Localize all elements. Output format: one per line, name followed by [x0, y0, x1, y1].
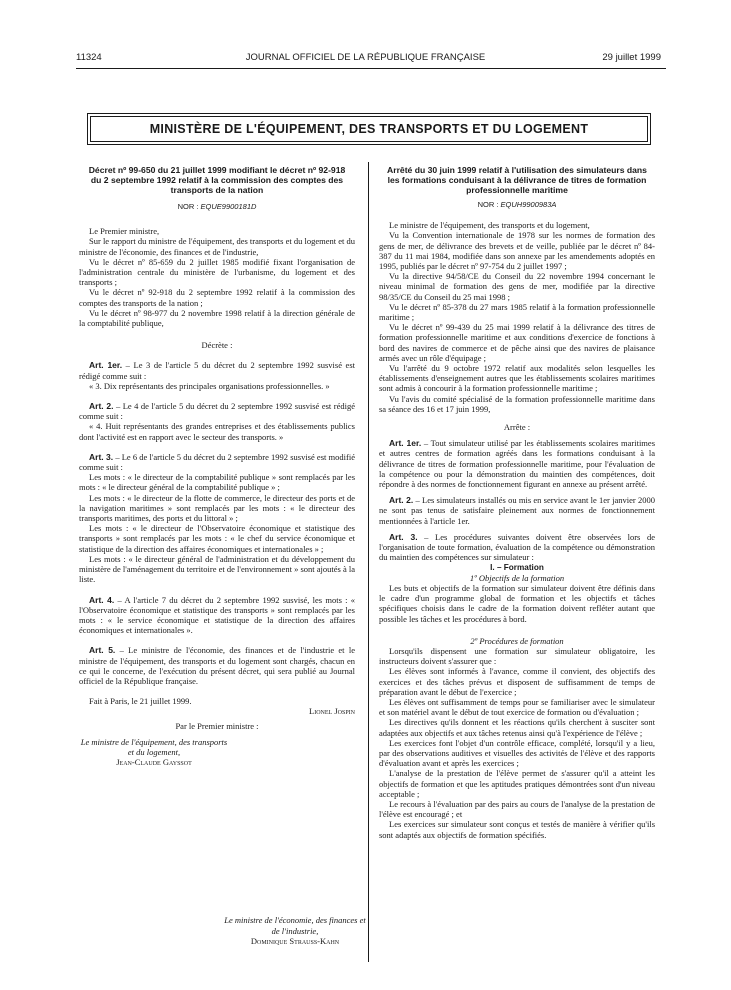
article-heading: Art. 2.	[89, 401, 114, 412]
decree-article-3	[79, 452, 355, 472]
arrete-para: Le ministre de l'équipement, des transports et du logement,	[389, 220, 590, 231]
decree-para: Sur le rapport du ministre de l'équipement, des transports et du logement et du ministre de l'économie, des finances et de l'industrie,	[79, 236, 355, 257]
arrete-para: Les buts et objectifs de la formation sur simulateur doivent être définis dans le cadre d'un programme global de formation et les objectifs et tâches spécifiques choisis dans le cadre de la formation doivent refléter autant que possible les tâches et les procédures à bord.	[379, 582, 655, 624]
arrete-article-3	[379, 532, 655, 563]
list-item: Les exercices font l'objet d'un contrôle efficace, complété, lorsqu'il y a lieu, par des observations auditives et visuelles des activités de l'élève et des rapports d'évaluation avant et après les exercices ;	[379, 737, 655, 769]
minister1-name: Jean-Claude Gayssot	[116, 757, 192, 768]
article-text: – Le 4 de l'article 5 du décret du 2 septembre 1992 susvisé est rédigé comme suit :	[79, 401, 355, 422]
list-item: Les élèves sont informés à l'avance, comme il convient, des objectifs des exercices et des tâches prévus et disposent de suffisamment de temps de préparation avant le début de l'exercice ;	[379, 666, 655, 697]
arrete-title: Arrêté du 30 juin 1999 relatif à l'utilisation des simulateurs dans les formations conduisant à la délivrance de titres de formation professionnelle maritime	[387, 165, 647, 195]
article-text: – Le ministre de l'économie, des finances et de l'industrie et le ministre de l'équipement, des transports et du logement sont chargés, chacun en ce qui le concerne, de l'exécution du présent décret, qui sera publié au Journal officiel de la République française.	[79, 645, 356, 686]
arrete-arrete: Arrête :	[503, 422, 531, 433]
by-prime-minister: Par le Premier ministre :	[175, 720, 259, 731]
article-text: – Tout simulateur utilisé par les établissements scolaires maritimes et autres centres de formation agréés dans les formations conduisant à la délivrance de titres de formation professionnelle maritime, pour l'évaluation de la compétence ou pour la démonstration du maintien des compétences, doit répondre à des normes de fonctionnement figurant en annexe au présent arrêté.	[379, 438, 656, 490]
decree-nor-label: NOR :	[177, 202, 199, 211]
article-text: – Le 6 de l'article 5 du décret du 2 septembre 1992 susvisé est modifié comme suit :	[79, 451, 355, 473]
decree-decrete: Décrète :	[201, 340, 233, 351]
header-divider	[76, 68, 666, 69]
issue-date: 29 juillet 1999	[602, 52, 661, 63]
minister2-name: Dominique Strauss-Kahn	[250, 936, 340, 946]
subsection-heading: 2º Procédures de formation	[470, 635, 564, 646]
article-heading: Art. 5.	[89, 645, 116, 656]
article-heading: Art. 2.	[389, 495, 414, 506]
decree-done-at: Fait à Paris, le 21 juillet 1999.	[89, 696, 192, 707]
arrete-para: Vu le décret nº 85-378 du 27 mars 1985 relatif à la formation professionnelle maritime ;	[379, 301, 655, 323]
arrete-para: Vu la directive 94/58/CE du Conseil du 22 novembre 1994 concernant le niveau minimal de formation des gens de mer, modifiée par la directive 98/35/CE du Conseil du 25 mai 1998 ;	[379, 271, 655, 302]
decree-article-5	[79, 645, 355, 686]
article-heading: Art. 3.	[389, 531, 418, 542]
decree-quote: « 3. Dix représentants des principales organisations professionnelles. »	[89, 380, 330, 391]
decree-quote: « 4. Huit représentants des grandes entreprises et des établissements publics dont l'activité est en rapport avec le secteur des transports. »	[79, 421, 355, 442]
decree-para: Vu le décret nº 92-918 du 2 septembre 1992 relatif à la commission des comptes des transports de la nation ;	[79, 287, 355, 308]
list-item: Les exercices sur simulateur sont conçus et testés de manière à vérifier qu'ils sont adaptés aux objectifs de formation spécifiés.	[379, 819, 655, 840]
list-item: L'analyse de la prestation de l'élève permet de s'assurer qu'il a atteint les objectifs de formation et que les aptitudes pratiques démontrées sont d'un niveau acceptable ;	[379, 768, 655, 799]
ministry-heading	[90, 116, 648, 142]
decree-article-4	[79, 595, 355, 636]
decree-article-1	[79, 360, 355, 380]
arrete-para: Vu le décret nº 99-439 du 25 mai 1999 relatif à la délivrance des titres de formation professionnelle maritime et aux conditions d'exercice de fonctions à bord des navires de commerce et de pêche ainsi que des navires de plaisance armés avec un rôle d'équipage ;	[379, 322, 655, 363]
article-heading: Art. 1er.	[389, 438, 422, 449]
arrete-article-1	[379, 438, 655, 489]
decree-quote: Les mots : « le directeur général de l'administration et du développement du ministère de l'aménagement du territoire et de l'environnement » sont ajoutés à la liste.	[79, 553, 355, 585]
decree-para: Vu le décret nº 98-977 du 2 novembre 1998 relatif à la direction générale de la comptabilité publique,	[79, 307, 355, 329]
section-heading: I. – Formation	[490, 562, 544, 572]
article-heading: Art. 1er.	[89, 360, 123, 371]
arrete-para: Vu l'avis du comité spécialisé de la formation professionnelle maritime dans sa séance des 16 et 17 juin 1999,	[379, 393, 655, 414]
arrete-para: Vu l'arrêté du 9 octobre 1972 relatif aux modalités selon lesquelles les établissements d'enseignement autres que les établissements scolaires maritimes sont admis à concourir à la formation professionnelle maritime ;	[379, 363, 655, 394]
journal-title: JOURNAL OFFICIEL DE LA RÉPUBLIQUE FRANÇAISE	[245, 52, 486, 63]
decree-quote: Les mots : « le directeur de la flotte de commerce, le directeur des ports et de la navigation maritimes » sont remplacés par les mots : « le directeur des transports maritimes, des ports et du littoral » ;	[79, 492, 355, 524]
list-item: Le recours à l'évaluation par des pairs au cours de l'analyse de la prestation de l'élève est encouragé ; et	[379, 798, 655, 820]
article-text: – Les procédures suivantes doivent être observées lors de l'organisation de toute formation, évaluation de la compétence ou démonstration du maintien des compétences sur simulateur :	[379, 531, 655, 563]
article-text: – Le 3 de l'article 5 du décret du 2 septembre 1992 susvisé est rédigé comme suit :	[79, 360, 355, 381]
decree-title: Décret nº 99-650 du 21 juillet 1999 modifiant le décret nº 92-918 du 2 septembre 1992 relatif à la commission des comptes des transports de la nation	[88, 165, 346, 195]
decree-quote: Les mots : « le directeur de la comptabilité publique » sont remplacés par les mots : « le directeur général de la comptabilité publique » ;	[79, 472, 355, 493]
arrete-para: Vu la Convention internationale de 1978 sur les normes de formation des gens de mer, de délivrance des brevets et de veille, publiée par le décret nº 84-387 du 11 mai 1984, modifiée dans son annexe par les amendements adoptés en 1995, publiés par le décret nº 97-754 du 2 juillet 1997 ;	[379, 230, 655, 272]
signatory-name: Lionel Jospin	[309, 706, 355, 717]
arrete-nor-label: NOR :	[477, 200, 499, 209]
arrete-para: Lorsqu'ils dispensent une formation sur simulateur obligatoire, les instructeurs doivent s'assurer que :	[379, 645, 655, 667]
subsection-heading: 1º Objectifs de la formation	[469, 572, 565, 583]
column-divider	[368, 162, 369, 962]
arrete-article-2	[379, 495, 655, 526]
decree-para: Le Premier ministre,	[89, 226, 160, 237]
minister2-signature	[220, 915, 370, 947]
decree-quote: Les mots : « le directeur de l'Observatoire économique et statistique des transports » sont remplacés par les mots : « le chef du service économique et statistique de la direction des affaires économiques et internationales » ;	[79, 523, 355, 554]
decree-nor	[79, 202, 355, 212]
article-text: – A l'article 7 du décret du 2 septembre 1992 susvisé, les mots : « l'Observatoire économique et statistique des transports » sont remplacés par les mots : « le service économique et statistique de la direction des affaires économiques et internationales ».	[79, 594, 355, 636]
arrete-column	[379, 165, 655, 840]
decree-article-2	[79, 401, 355, 421]
ministry-heading-text: MINISTÈRE DE L'ÉQUIPEMENT, DES TRANSPORTS ET DU LOGEMENT	[149, 122, 589, 136]
decree-nor-code: EQUE9900181D	[200, 202, 257, 211]
list-item: Les élèves ont suffisamment de temps pour se familiariser avec le simulateur et son matériel avant le début de tout exercice de formation ou d'évaluation ;	[379, 696, 655, 718]
minister2-title: Le ministre de l'économie, des finances et de l'industrie,	[224, 915, 366, 936]
article-text: – Les simulateurs installés ou mis en service avant le 1er janvier 2000 ne sont pas tenus de satisfaire pleinement aux normes de fonctionnement mentionnées à l'article 1er.	[379, 495, 656, 526]
decree-column	[79, 165, 355, 767]
decree-para: Vu le décret nº 85-659 du 2 juillet 1985 modifié fixant l'organisation de l'administration centrale du ministère de l'urbanisme, du logement et des transports ;	[79, 256, 355, 288]
arrete-nor	[379, 200, 655, 210]
arrete-nor-code: EQUH9900983A	[500, 200, 557, 209]
article-heading: Art. 4.	[89, 594, 115, 605]
page-number: 11324	[76, 52, 102, 63]
list-item: Les directives qu'ils donnent et les réactions qu'ils cherchent à susciter sont adaptées aux objectifs et aux tâches retenus ainsi qu'à l'expérience de l'élève ;	[379, 717, 655, 738]
article-heading: Art. 3.	[89, 451, 114, 462]
minister1-signature	[79, 737, 229, 768]
minister1-title: Le ministre de l'équipement, des transports et du logement,	[80, 736, 228, 757]
